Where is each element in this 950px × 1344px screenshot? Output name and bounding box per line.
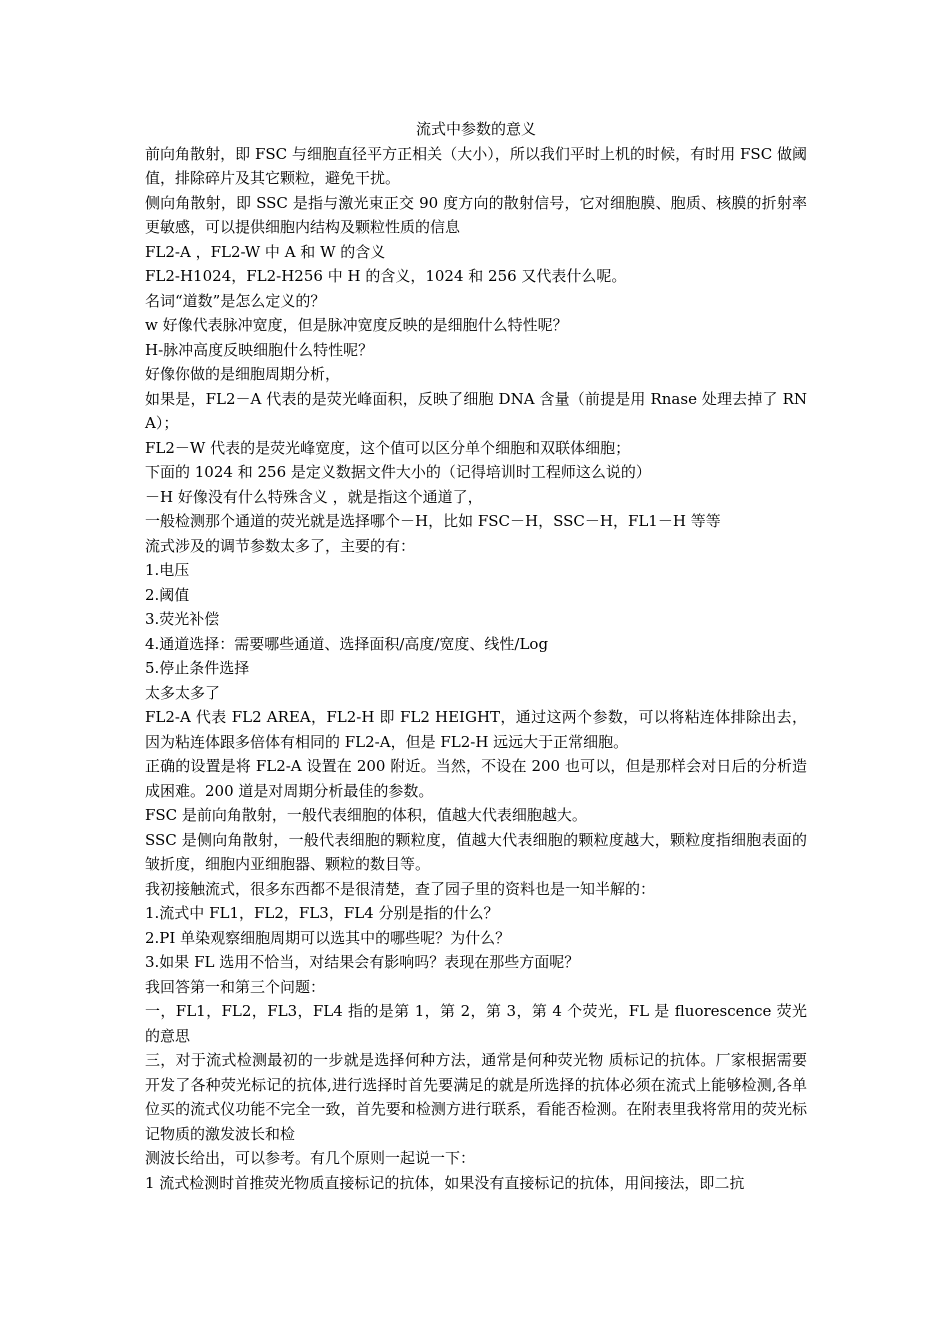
paragraph-too-many: 太多太多了: [145, 683, 221, 702]
paragraph-params-intro: 流式涉及的调节参数太多了，主要的有：: [145, 536, 416, 555]
paragraph-reply-3: 三，对于流式检测最初的一步就是选择何种方法，通常是何种荧光物 质标记的抗体。厂家根据需要开发了各种荧光标记的抗体,进行选择时首先要满足的就是所选择的抗体必须在流式上能够检测,各单位买的流式仪功能不完全一致，首先要和检测方进行联系，看能否检测。在附表里我将常用的荧光标记物质的激发波长和检: [145, 1051, 807, 1143]
paragraph-fl2-area-height: FL2-A 代表 FL2 AREA，FL2-H 即 FL2 HEIGHT，通过这两个参数，可以将粘连体排除出去，因为粘连体跟多倍体有相同的 FL2-A，但是 FL2-H 远远大于正常细胞。: [145, 708, 807, 751]
paragraph-principle-1: 1 流式检测时首推荧光物质直接标记的抗体，如果没有直接标记的抗体，用间接法，即二抗: [145, 1173, 745, 1192]
document-title: 流式中参数的意义: [415, 120, 536, 138]
paragraph-reply-3-continued: 测波长给出，可以参考。有几个原则一起说一下：: [145, 1149, 476, 1167]
document-body: [145, 117, 807, 1195]
paragraph-answer-size: 下面的 1024 和 256 是定义数据文件大小的（记得培训时工程师这么说的）: [145, 463, 651, 481]
list-item-voltage: 1.电压: [145, 561, 190, 579]
paragraph-answer-detect: 一般检测那个通道的荧光就是选择哪个－H，比如 FSC－H，SSC－H，FL1－H 等等: [145, 512, 721, 530]
paragraph-question-width: w 好像代表脉冲宽度，但是脉冲宽度反映的是细胞什么特性呢？: [145, 316, 568, 334]
paragraph-ssc: 侧向角散射，即 SSC 是指与激光束正交 90 度方向的散射信号，它对细胞膜、胞质、核膜的折射率更敏感，可以提供细胞内结构及颗粒性质的信息: [145, 193, 807, 236]
list-item-question-3: 3.如果 FL 选用不恰当，对结果会有影响吗？表现在那些方面呢？: [145, 953, 580, 971]
paragraph-ssc-granularity: SSC 是侧向角散射，一般代表细胞的颗粒度，值越大代表细胞的颗粒度越大，颗粒度指细胞表面的皱折度，细胞内亚细胞器、颗粒的数目等。: [145, 830, 807, 873]
paragraph-question-height: H-脉冲高度反映细胞什么特性呢？: [145, 340, 374, 359]
list-item-question-1: 1.流式中 FL1，FL2，FL3，FL4 分别是指的什么？: [145, 904, 499, 922]
paragraph-question-h: FL2-H1024，FL2-H256 中 H 的含义，1024 和 256 又代表什么呢。: [145, 267, 627, 285]
paragraph-fl2-setting: 正确的设置是将 FL2-A 设置在 200 附近。当然，不设在 200 也可以，但是那样会对日后的分析造成困难。200 道是对周期分析最佳的参数。: [145, 757, 807, 800]
list-item-channel-selection: 4.通道选择：需要哪些通道、选择面积/高度/宽度、线性/Log: [145, 634, 549, 653]
paragraph-reply-intro: 我回答第一和第三个问题：: [145, 977, 326, 996]
paragraph-fsc-volume: FSC 是前向角散射，一般代表细胞的体积，值越大代表细胞越大。: [145, 806, 587, 824]
paragraph-answer-fl2a: 如果是，FL2－A 代表的是荧光峰面积，反映了细胞 DNA 含量（前提是用 Rnase 处理去掉了 RNA）；: [145, 389, 807, 432]
list-item-stop-condition: 5.停止条件选择: [145, 659, 250, 677]
paragraph-beginner: 我初接触流式，很多东西都不是很清楚，查了园子里的资料也是一知半解的：: [145, 879, 656, 898]
paragraph-reply-1: 一，FL1，FL2，FL3，FL4 指的是第 1，第 2，第 3，第 4 个荧光，FL 是 fluorescence 荧光的意思: [145, 1002, 807, 1045]
paragraph-answer-h: －H 好像没有什么特殊含义 ，就是指这个通道了，: [145, 487, 483, 506]
list-item-threshold: 2.阈值: [145, 585, 190, 604]
paragraph-question-channel: 名词“道数”是怎么定义的？: [145, 291, 326, 310]
paragraph-fsc: 前向角散射，即 FSC 与细胞直径平方正相关（大小），所以我们平时上机的时候，有时用 FSC 做阈值，排除碎片及其它颗粒，避免干扰。: [145, 144, 807, 187]
paragraph-question-a-w: FL2-A ，FL2-W 中 A 和 W 的含义: [145, 242, 386, 261]
paragraph-answer-intro: 好像你做的是细胞周期分析，: [145, 365, 341, 383]
paragraph-answer-fl2w: FL2－W 代表的是荧光峰宽度，这个值可以区分单个细胞和双联体细胞；: [145, 438, 631, 457]
list-item-question-2: 2.PI 单染观察细胞周期可以选其中的哪些呢？为什么？: [145, 928, 511, 947]
list-item-compensation: 3.荧光补偿: [145, 610, 220, 628]
